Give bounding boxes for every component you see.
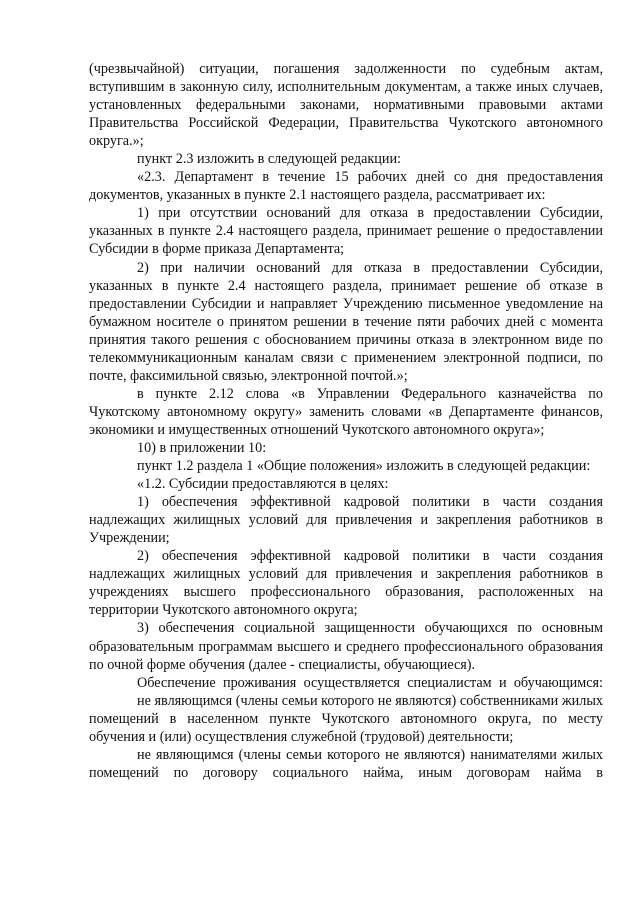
paragraph-5: в пункте 2.12 слова «в Управлении Федерального казначейства по Чукотскому автономному округу» заменить словами «в Департаменте финансов, экономики и имущественных отношений Чукотского автономного округа»; <box>89 385 603 438</box>
paragraph-9: 1) обеспечения эффективной кадровой политики в части создания надлежащих жилищных условий для привлечения и закрепления работников в Учреждении; <box>89 494 603 547</box>
paragraph-7: пункт 1.2 раздела 1 «Общие положения» изложить в следующей редакции: <box>137 458 591 475</box>
paragraph-3: 1) при отсутствии оснований для отказа в предоставлении Субсидии, указанных в пункте 2.4 настоящего раздела, принимает решение о предоставлении Субсидии в форме приказа Департамента; <box>89 205 603 258</box>
document-page <box>89 60 603 782</box>
paragraph-1: пункт 2.3 изложить в следующей редакции: <box>137 151 401 168</box>
paragraph-6: 10) в приложении 10: <box>137 439 267 456</box>
paragraph-12: Обеспечение проживания осуществляется специалистам и обучающимся: <box>137 674 603 691</box>
paragraph-14: не являющимся (члены семьи которого не являются) нанимателями жилых помещений по договору социального найма, иным договорам найма в <box>89 746 603 781</box>
paragraph-2: «2.3. Департамент в течение 15 рабочих дней со дня предоставления документов, указанных в пункте 2.1 настоящего раздела, рассматривает их: <box>89 169 603 204</box>
paragraph-8: «1.2. Субсидии предоставляются в целях: <box>137 476 389 493</box>
paragraph-4: 2) при наличии оснований для отказа в предоставлении Субсидии, указанных в пункте 2.4 настоящего раздела, принимает решение об отказе в предоставлении Субсидии и направляет Учреждению письменное уведомление на бумажном носителе о принятом решении в течение пяти рабочих дней с момента принятия такого решения с обоснованием причины отказа в электронном виде по телекоммуникационным каналам связи с применением электронной подписи, по почте, факсимильной связью, электронной почтой.»; <box>89 259 603 384</box>
paragraph-13: не являющимся (члены семьи которого не являются) собственниками жилых помещений в населенном пункте Чукотского автономного округа, по месту обучения и (или) осуществления служебной (трудовой) деятельности; <box>89 692 603 745</box>
paragraph-10: 2) обеспечения эффективной кадровой политики в части создания надлежащих жилищных условий для привлечения и закрепления работников в учреждениях высшего профессионального образования, расположенных на территории Чукотского автономного округа; <box>89 548 603 619</box>
paragraph-11: 3) обеспечения социальной защищенности обучающихся по основным образовательным программам высшего и среднего профессионального образования по очной форме обучения (далее - специалисты, обучающиеся). <box>89 620 603 673</box>
paragraph-0: (чрезвычайной) ситуации, погашения задолженности по судебным актам, вступившим в законную силу, исполнительным документам, а также иных случаев, установленных федеральными законами, нормативными правовыми актами Правительства Российской Федерации, Правительства Чукотского автономного округа.»; <box>89 61 603 150</box>
